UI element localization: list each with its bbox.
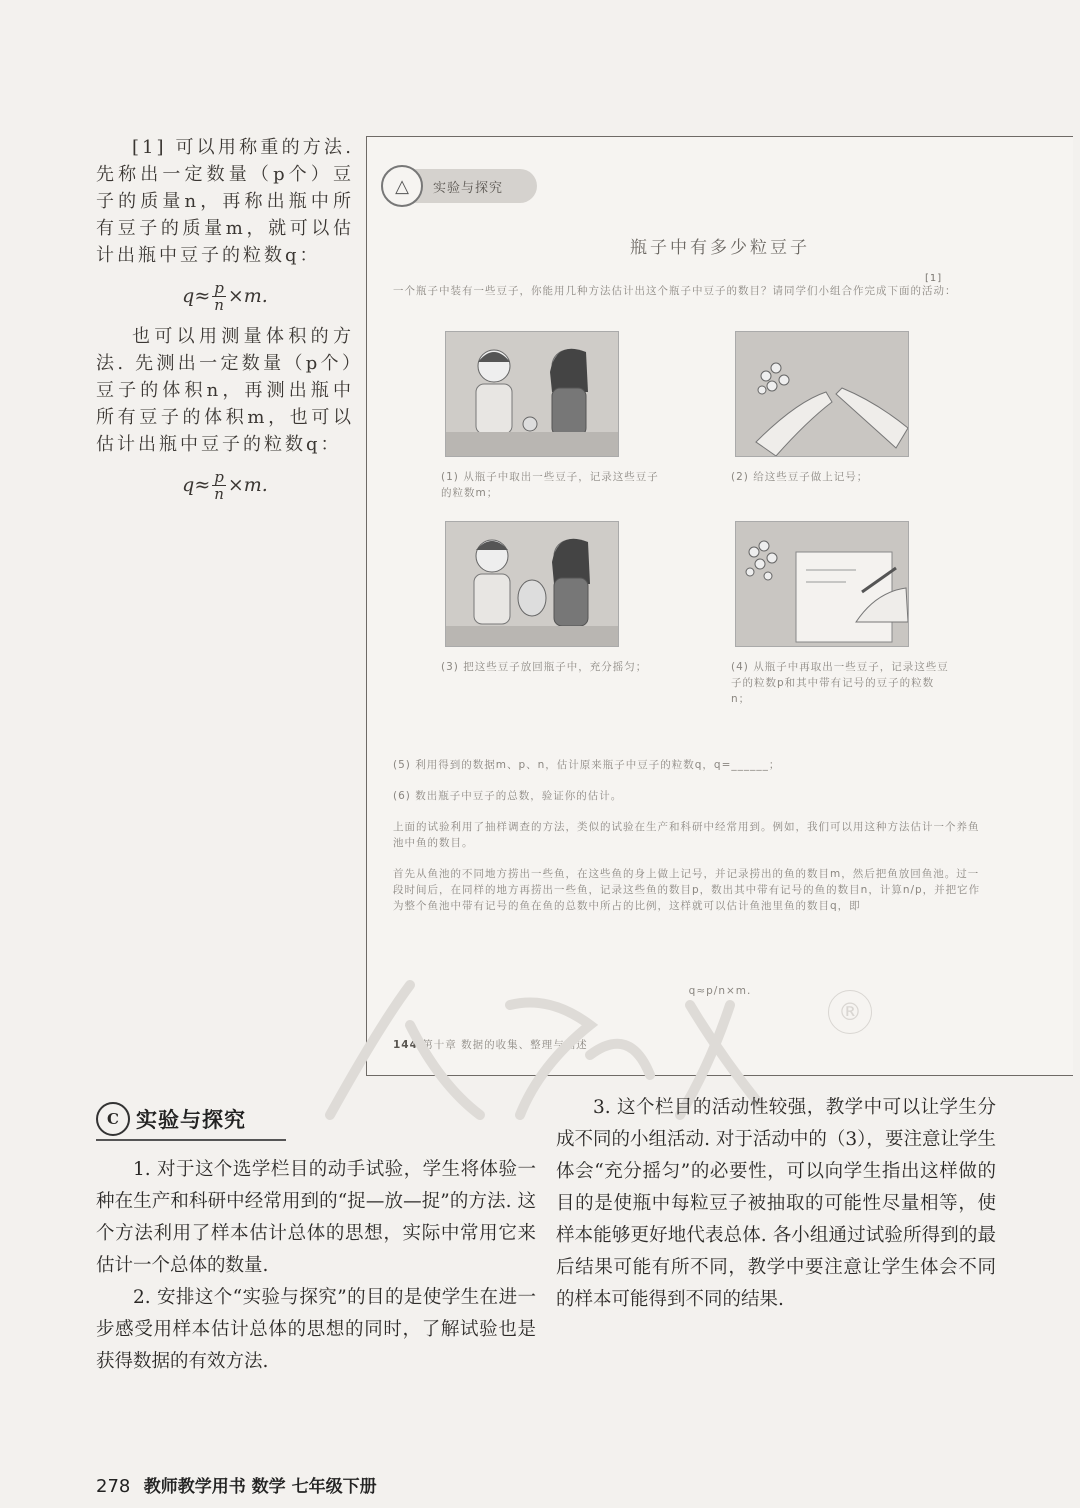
body-left-column [96,1154,536,1378]
formula-numerator: p [214,278,224,297]
caption-step-3: (3) 把这些豆子放回瓶子中，充分摇匀； [441,661,648,673]
inset-paragraph-b: 首先从鱼池的不同地方捞出一些鱼，在这些鱼的身上做上记号，并记录捞出的鱼的数目m，然后把鱼放回鱼池。过一段时间后，在同样的地方再捞出一些鱼，记录这些鱼的数目p，数出其中带有记号的鱼的数目n，计算n/p，并把它作为整个鱼池中带有记号的鱼在鱼的总数中所占的比例，这样就可以估计鱼池里鱼的数目q，即 [393,868,981,912]
illustration-students-taking-beans [445,331,619,457]
inset-chapter-name: 第十章 数据的收集、整理与描述 [422,1039,588,1051]
caption-step-2: (2) 给这些豆子做上记号； [731,471,869,483]
formula-lhs: q≈ [182,284,211,307]
inset-title: 瓶子中有多少粒豆子 [630,238,810,258]
formula-denominator: n [214,295,224,314]
margin-formula-1 [96,269,354,323]
illustration-hand-writing-record [735,521,909,647]
section-heading [96,1102,286,1141]
margin-note-para-2: 也可以用测量体积的方法. 先测出一定数量（p个）豆子的体积n，再测出瓶中所有豆子的体积m，也可以估计出瓶中豆子的粒数q： [96,326,354,455]
margin-note-para-1: [1] 可以用称重的方法. 先称出一定数量（p个）豆子的质量n，再称出瓶中所有豆子的质量m，就可以估计出瓶中豆子的粒数q： [96,137,354,266]
formula-numerator: p [214,467,224,486]
formula-rhs: ×m. [227,284,268,307]
section-icon: C [96,1102,130,1136]
inset-page-number: 144 [393,1039,418,1051]
page-footer [96,1472,377,1497]
inset-intro: 一个瓶子中装有一些豆子，你能用几种方法估计出这个瓶子中豆子的数目？请同学们小组合作完成下面的活动： [393,285,957,297]
inset-step-5: (5) 利用得到的数据m、p、n，估计原来瓶子中豆子的粒数q，q=______； [393,759,781,771]
triangle-atom-icon: △ [381,165,423,207]
formula-rhs: ×m. [227,473,268,496]
margin-formula-2 [96,458,354,512]
illustration-hands-marking-beans [735,331,909,457]
inset-badge-label: 实验与探究 [433,180,504,196]
inset-step-6: (6) 数出瓶子中豆子的总数，验证你的估计。 [393,790,623,802]
body-right-column [556,1092,996,1316]
inset-body [393,757,983,929]
formula-fraction [212,469,226,502]
section-title: 实验与探究 [136,1108,246,1132]
formula-denominator: n [214,484,224,503]
body-paragraph-3: 3. 这个栏目的活动性较强，教学中可以让学生分成不同的小组活动. 对于活动中的（3），要注意让学生体会“充分摇匀”的必要性，可以向学生指出这样做的目的是使瓶中每粒豆子被抽取的可能性尽量相等，使样本能够更好地代表总体. 各小组通过试验所得到的最后结果可能有所不同，教学中要注意让学生体会不同的样本可能得到不同的结果. [556,1097,996,1310]
book-title: 教师教学用书 数学 七年级下册 [143,1477,377,1497]
textbook-page-inset [366,136,1073,1076]
body-paragraph-1: 1. 对于这个选学栏目的动手试验，学生将体验一种在生产和科研中经常用到的“捉—放—捉”的方法. 这个方法利用了样本估计总体的思想，实际中常用它来估计一个总体的数量. [96,1159,536,1276]
inset-section-badge [385,169,537,203]
caption-step-4: (4) 从瓶子中再取出一些豆子，记录这些豆子的粒数p和其中带有记号的豆子的粒数n； [731,661,949,705]
formula-fraction [212,280,226,313]
inset-footer [393,1037,588,1053]
formula-lhs: q≈ [182,473,211,496]
inset-formula: q≈p/n×m. [688,985,752,997]
registered-mark-icon: ® [828,990,872,1034]
caption-step-1: (1) 从瓶子中取出一些豆子，记录这些豆子的粒数m； [441,471,659,499]
page-number: 278 [96,1476,131,1497]
illustration-students-shaking-bottle [445,521,619,647]
body-paragraph-2: 2. 安排这个“实验与探究”的目的是使学生在进一步感受用样本估计总体的思想的同时，了解试验也是获得数据的有效方法. [96,1287,536,1372]
inset-paragraph-a: 上面的试验利用了抽样调查的方法，类似的试验在生产和科研中经常用到。例如，我们可以用这种方法估计一个养鱼池中鱼的数目。 [393,821,980,849]
inset-reference-mark: [1] [925,273,943,284]
margin-note [96,134,354,512]
